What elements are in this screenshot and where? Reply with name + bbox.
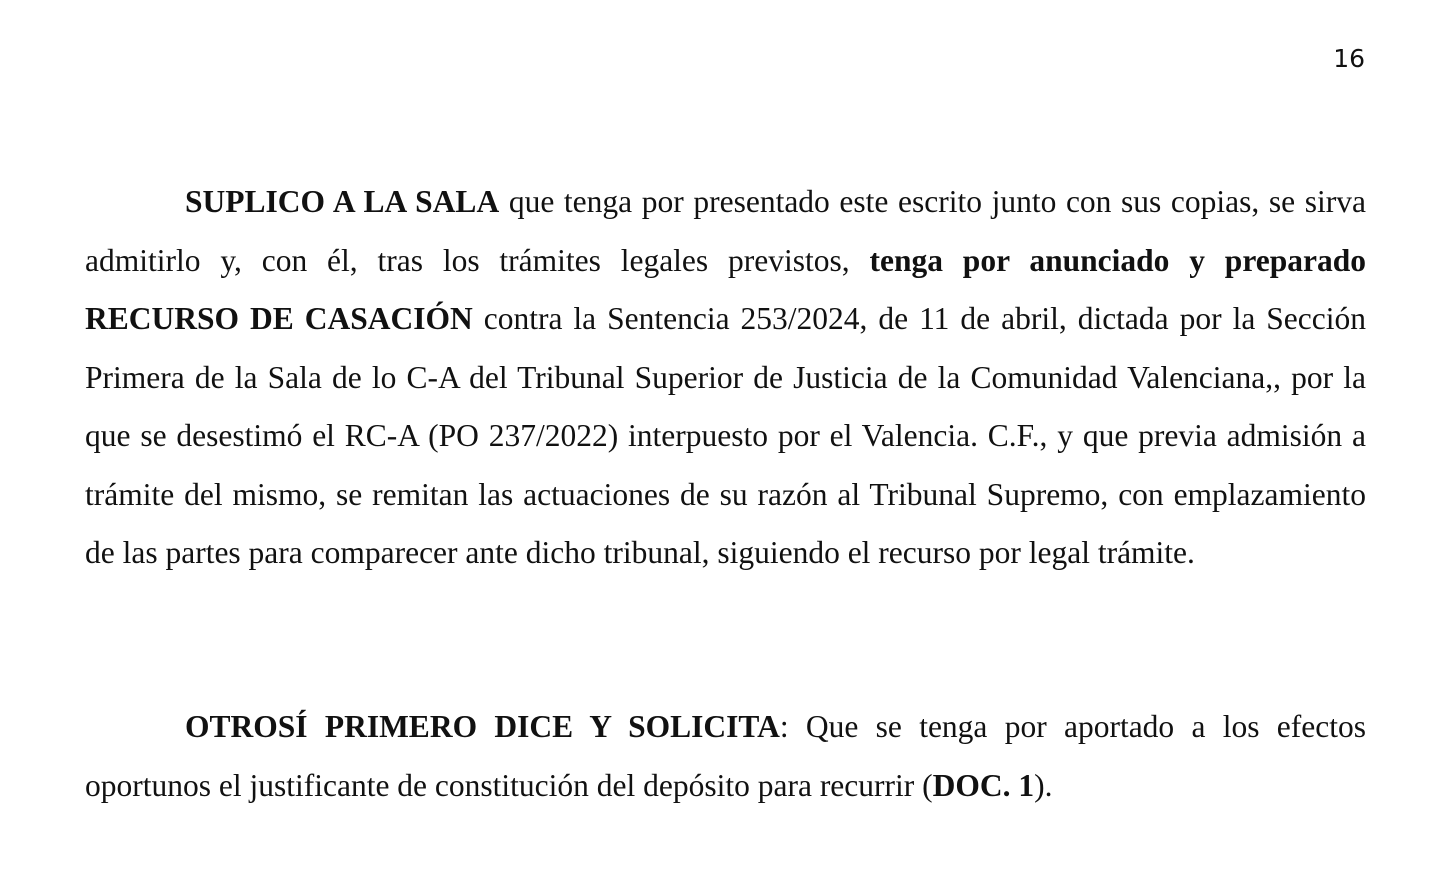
page-number: 16 xyxy=(1333,44,1365,73)
otrosi-text-2: ). xyxy=(1034,767,1053,803)
otrosi-heading: OTROSÍ PRIMERO DICE Y SOLICITA xyxy=(185,709,780,744)
otrosi-text-1: : Que se tenga por aportado a los efectos oportunos el justificante de constitución del depósito para recurrir ( xyxy=(85,709,1366,803)
otrosi-doc-ref: DOC. 1 xyxy=(932,767,1035,803)
otrosi-paragraph xyxy=(85,698,1366,815)
suplico-heading: SUPLICO A LA SALA xyxy=(185,184,500,219)
suplico-text-2: contra la Sentencia 253/2024, de 11 de abril, dictada por la Sección Primera de la Sala de lo C-A del Tribunal Superior de Justicia de la Comunidad Valenciana,, por la que se desestimó el RC-A (PO 237/2022) interpuesto por el Valencia. C.F., y que previa admisión a trámite del mismo, se remitan las actuaciones de su razón al Tribunal Supremo, con emplazamiento de las partes para comparecer ante dicho tribunal, siguiendo el recurso por legal trámite. xyxy=(85,301,1366,570)
suplico-paragraph xyxy=(85,173,1366,583)
suplico-text-1: que tenga por presentado este escrito junto con sus copias, se sirva admitirlo y, con él, tras los trámites legales previstos, xyxy=(85,184,1366,278)
suplico-bold-request: tenga por anunciado y preparado RECURSO DE CASACIÓN xyxy=(85,242,1366,336)
